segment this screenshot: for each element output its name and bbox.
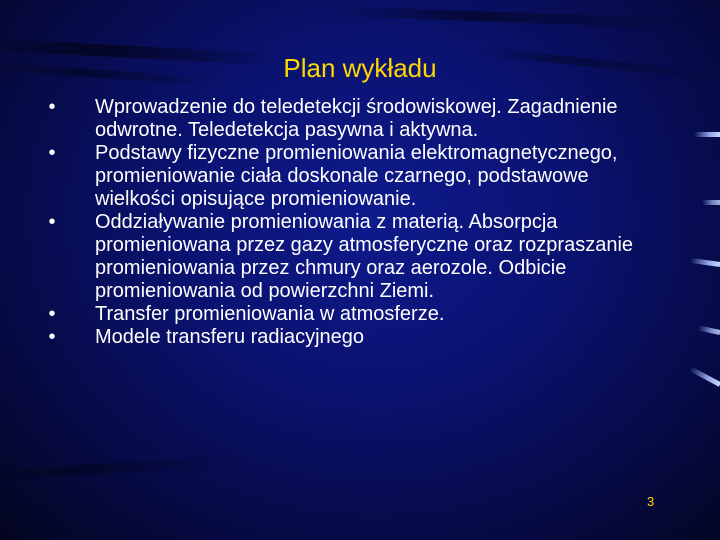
edge-light-mark <box>690 258 720 267</box>
edge-light-mark <box>689 366 720 386</box>
slide-number: 3 <box>647 494 655 509</box>
edge-light-mark <box>702 200 720 205</box>
background-streak <box>0 456 240 480</box>
bullet-text: Transfer promieniowania w atmosferze. <box>95 303 445 325</box>
bullet-item <box>40 96 660 142</box>
bullet-icon: • <box>48 96 56 118</box>
background-streak <box>330 6 690 29</box>
bullet-icon: • <box>48 211 56 233</box>
bullet-text: Oddziaływanie promieniowania z materią. Absorpcja promieniowana przez gazy atmosferyczne oraz rozpraszanie promieniowania przez chmury oraz aerozole. Odbicie promieniowania od powierzchni Ziemi. <box>95 211 634 302</box>
bullet-icon: • <box>48 303 56 325</box>
bullet-text: Wprowadzenie do teledetekcji środowiskowej. Zagadnienie odwrotne. Teledetekcja pasywna i aktywna. <box>95 96 618 141</box>
bullet-item <box>40 211 660 303</box>
bullet-item <box>40 303 660 326</box>
bullet-item <box>40 142 660 211</box>
bullet-item <box>40 326 660 349</box>
bullet-icon: • <box>48 142 56 164</box>
bullet-list <box>40 96 660 349</box>
slide-title: Plan wykładu <box>283 53 437 83</box>
bullet-icon: • <box>48 326 56 348</box>
edge-light-mark <box>698 325 720 334</box>
bullet-text: Modele transferu radiacyjnego <box>95 326 365 348</box>
edge-light-mark <box>694 132 720 137</box>
bullet-text: Podstawy fizyczne promieniowania elektromagnetycznego, promieniowanie ciała doskonale czarnego, podstawowe wielkości opisujące promieniowanie. <box>95 142 618 210</box>
